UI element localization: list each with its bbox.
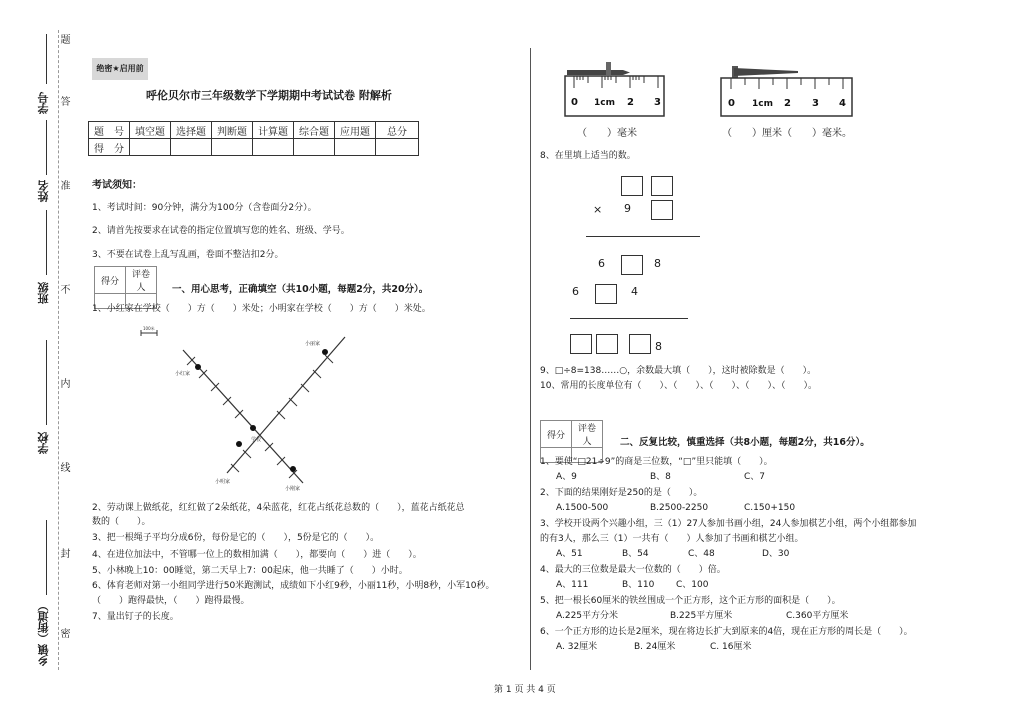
mc-option[interactable]: B. 24厘米 [634,642,676,652]
school-dot [250,425,256,431]
xiaohong-home-label: 小红家 [175,371,191,377]
ruler-1-tick: 3 [654,97,661,108]
question-2-line2: 数的（ ）。 [92,517,151,527]
digit-box[interactable] [629,334,651,354]
ruler-1-tick: 1cm [594,98,615,108]
margin-mark: 答 [58,96,69,108]
digit-box[interactable] [596,334,618,354]
score-input[interactable] [294,139,335,156]
mc-option[interactable]: A、9 [556,472,577,482]
ruler-1-answer: （ ）毫米 [577,128,637,139]
mc-option[interactable]: B、54 [622,549,649,559]
student-id-label: 学号 [37,92,50,114]
score-label: 得分 [541,421,572,448]
mc-option[interactable]: C、48 [688,549,715,559]
mc-question-2: 2、下面的结果刚好是250的是（ ）。 [540,488,703,498]
mc-question-6: 6、一个正方形的边长是2厘米，现在将边长扩大到原来的4倍，现在正方形的周长是（ ）。 [540,627,913,637]
mc-option[interactable]: C.360平方厘米 [786,611,849,621]
score-table-score-row [89,139,419,156]
question-1: 1、小红家在学校（ ）方（ ）米处；小明家在学校（ ）方（ ）米处。 [92,304,431,314]
xiaoli-home-dot [322,349,328,355]
digit-box[interactable] [651,176,673,196]
score-table-cell: 综合题 [294,122,335,139]
ruler-1 [564,58,666,118]
ruler-1-tick: 0 [571,97,578,108]
ruler-2-answer: （ ）厘米（ ）毫米。 [722,128,852,139]
town-label: 乡镇（街道） [37,600,50,666]
mc-option[interactable]: A、111 [556,580,589,590]
question-10: 10、常用的长度单位有（ ）、（ ）、（ ）、（ ）、（ ）。 [540,381,817,391]
mc-option[interactable]: B.225平方厘米 [670,611,733,621]
digit-box[interactable] [595,284,617,304]
school-blank[interactable] [46,340,47,425]
xiaogang-home-dot [290,466,296,472]
page-title: 呼伦贝尔市三年级数学下学期期中考试试卷 附解析 [146,89,392,102]
margin-mark: 线 [58,462,69,474]
map-figure [135,325,360,495]
score-input[interactable] [212,139,253,156]
question-9: 9、□÷8=138……○，余数最大填（ ），这时被除数是（ ）。 [540,366,817,376]
confidential-stamp: 绝密★启用前 [92,58,148,80]
road-line [183,350,303,483]
digit-box[interactable] [621,176,643,196]
margin-mark: 不 [58,284,69,296]
score-label: 得分 [95,267,126,294]
score-table-cell: 得 分 [89,139,130,156]
ruler-2-tick: 4 [839,98,846,109]
question-8: 8、在里填上适当的数。 [540,151,636,161]
nail-1-head [606,62,611,75]
xiaogang-home-label: 小刚家 [285,486,301,492]
score-table-cell: 计算题 [253,122,294,139]
question-7: 7、量出钉子的长度。 [92,612,179,622]
score-table-cell: 判断题 [212,122,253,139]
question-5: 5、小林晚上10：00睡觉，第二天早上7：00起床，他一共睡了（ ）小时。 [92,566,408,576]
xiaoli-home-label: 小丽家 [305,341,321,347]
sum-line [570,318,688,319]
question-6-line2: （ ）跑得最快，（ ）跑得最慢。 [92,596,250,606]
ruler-2-tick: 1cm [752,99,773,109]
mc-question-4: 4、最大的三位数是最大一位数的（ ）倍。 [540,565,726,575]
notice-item: 3、不要在试卷上乱写乱画，卷面不整洁扣2分。 [92,250,284,260]
digit-box[interactable] [651,200,673,220]
mc-option[interactable]: B、110 [622,580,655,590]
mc-question-3-line2: 的有3人，那么三（1）一共有（ ）人参加了书画和棋艺小组。 [540,534,804,544]
mc-option[interactable]: A. 32厘米 [556,642,598,652]
mc-option[interactable]: D、30 [762,549,790,559]
partial-digit: 8 [654,257,661,270]
margin-mark: 封 [58,548,69,560]
digit-box[interactable] [570,334,592,354]
section2-title: 二、反复比较，慎重选择（共8小题，每题2分，共16分）。 [620,437,870,448]
ruler-2-tick: 3 [812,98,819,109]
student-id-blank[interactable] [46,34,47,84]
scale-label: 100米 [143,326,155,331]
mc-option[interactable]: B、8 [650,472,671,482]
school-label: 学校 [37,432,50,454]
score-table-cell: 总分 [376,122,419,139]
grader-label: 评卷人 [572,421,603,448]
partial-digit: 4 [631,285,638,298]
ruler-2 [720,58,854,118]
nail-2 [734,68,798,76]
name-blank[interactable] [46,120,47,175]
score-input[interactable] [253,139,294,156]
margin-mark: 内 [58,378,69,390]
name-label: 姓名 [37,180,50,202]
score-table [88,121,419,156]
ruler-2-tick: 2 [784,98,791,109]
score-table-cell: 应用题 [335,122,376,139]
notice-item: 1、考试时间：90分钟，满分为100分（含卷面分2分）。 [92,203,317,213]
score-input[interactable] [376,139,419,156]
question-6-line1: 6、体育老师对第一小组同学进行50米跑测试，成绩如下小红9秒，小丽11秒，小明8秒，小军10秒。 [92,581,495,591]
notice-heading: 考试须知： [92,180,142,191]
score-input[interactable] [130,139,171,156]
margin-mark: 密 [58,628,69,640]
ruler-2-tick: 0 [728,98,735,109]
score-table-header-row [89,122,419,139]
binding-line [58,30,59,670]
sum-digit: 8 [655,340,662,353]
score-input[interactable] [335,139,376,156]
xiaohong-home-dot [195,364,201,370]
question-2-line1: 2、劳动课上做纸花，红红做了2朵纸花，4朵蓝花，红花占纸花总数的（ ），蓝花占纸花总 [92,503,465,513]
class-blank[interactable] [46,210,47,275]
xiaoming-home-dot [236,441,242,447]
score-input[interactable] [171,139,212,156]
town-blank[interactable] [46,520,47,595]
mc-option[interactable]: C、7 [744,472,766,482]
mc-option[interactable]: A.1500-500 [556,503,609,513]
mc-option[interactable]: C、100 [676,580,709,590]
page-footer: 第 1 页 共 4 页 [494,685,556,695]
notice-item: 2、请首先按要求在试卷的指定位置填写您的姓名、班级、学号。 [92,226,350,236]
mc-question-3-line1: 3、学校开设两个兴趣小组，三（1）27人参加书画小组，24人参加棋艺小组，两个小组都参加 [540,519,917,529]
ruler-1-body [565,76,664,116]
mc-option[interactable]: C.150+150 [744,503,796,513]
nail-1 [567,70,623,75]
score-table-cell: 题 号 [89,122,130,139]
column-divider [530,48,531,670]
mc-option[interactable]: A.225平方分米 [556,611,619,621]
class-label: 班级 [37,282,50,304]
school-label: 学校 [251,437,262,443]
mc-question-1: 1、要使“□21÷9”的商是三位数，“□”里只能填（ ）。 [540,457,773,467]
partial-digit: 6 [598,257,605,270]
margin-mark: 题 [58,34,69,46]
multiplier-digit: 9 [624,202,631,215]
product-line [586,236,700,237]
grader-label: 评卷人 [126,267,157,294]
margin-mark: 准 [58,180,69,192]
mc-option[interactable]: B.2500-2250 [650,503,709,513]
mc-option[interactable]: A、51 [556,549,583,559]
digit-box[interactable] [621,255,643,275]
question-4: 4、在进位加法中，不管哪一位上的数相加满（ ），都要向（ ）进（ ）。 [92,550,422,560]
score-table-cell: 选择题 [171,122,212,139]
section1-title: 一、用心思考，正确填空（共10小题，每题2分，共20分）。 [172,284,429,295]
ruler-1-tick: 2 [627,97,634,108]
question-3: 3、把一根绳子平均分成6份，每份是它的（ ），5份是它的（ ）。 [92,533,380,543]
times-sign: × [593,203,603,216]
partial-digit: 6 [572,285,579,298]
mc-option[interactable]: C. 16厘米 [710,642,752,652]
xiaoming-home-label: 小明家 [215,479,231,485]
mc-question-5: 5、把一根长60厘米的铁丝围成一个正方形，这个正方形的面积是（ ）。 [540,596,841,606]
score-table-cell: 填空题 [130,122,171,139]
